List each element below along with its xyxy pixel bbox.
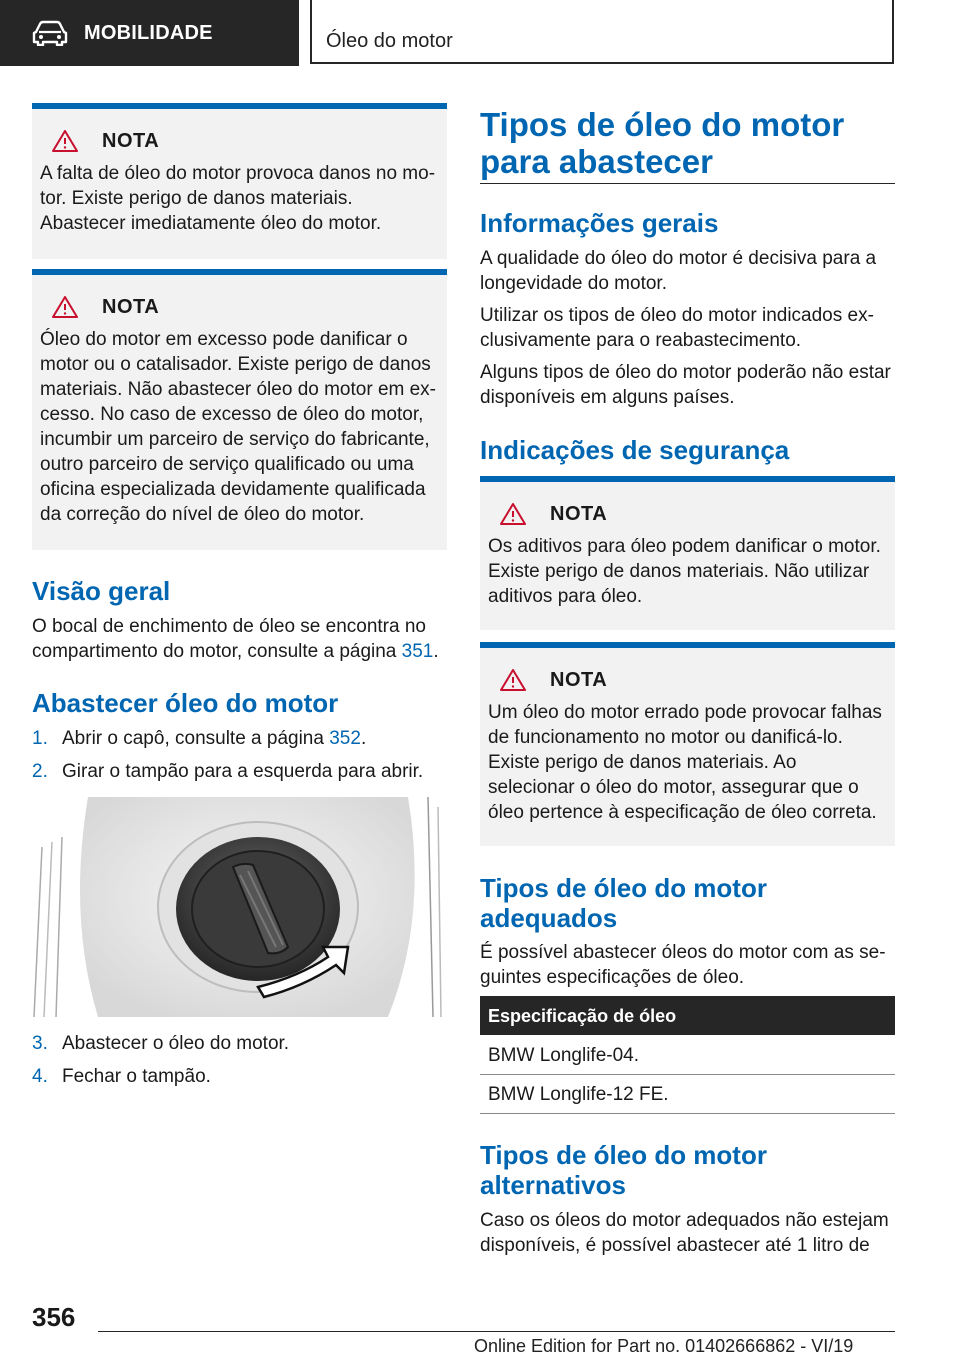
warning-icon <box>500 668 526 692</box>
heading-tipos-alternativos: Tipos de óleo do motor alternativos <box>480 1140 767 1200</box>
adequados-text: É possível abastecer óleos do motor com as se-guintes especificações de óleo. <box>480 942 886 988</box>
step-item: 4. Fechar o tampão. <box>32 1066 211 1087</box>
heading-indicacoes-seguranca: Indicações de segurança <box>480 435 790 465</box>
warning-note <box>32 103 447 259</box>
heading-informacoes-gerais: Informações gerais <box>480 208 719 238</box>
note-text: A falta de óleo do motor provoca danos no mo-tor. Existe perigo de danos materiais. Abastecer imediatamente óleo do motor. <box>40 163 436 234</box>
oil-cap-illustration <box>28 797 443 1017</box>
heading-tipos-adequados: Tipos de óleo do motor adequados <box>480 873 767 933</box>
page-link[interactable]: 352 <box>329 728 361 749</box>
note-label: NOTA <box>550 668 608 691</box>
warning-icon <box>52 295 78 319</box>
chapter-title: Óleo do motor <box>326 30 453 52</box>
warning-note <box>32 269 447 550</box>
note-label: NOTA <box>102 295 160 318</box>
info-paragraph: Alguns tipos de óleo do motor poderão não estar disponíveis em alguns países. <box>480 362 891 408</box>
page-number: 356 <box>32 1302 76 1332</box>
table-row: BMW Longlife-12 FE. <box>480 1075 895 1114</box>
info-paragraph: Utilizar os tipos de óleo do motor indicados ex-clusivamente para o reabastecimento. <box>480 305 874 351</box>
section-tab <box>0 0 299 66</box>
edition-text: Online Edition for Part no. 01402666862 - VI/19 <box>474 1336 854 1356</box>
page-link[interactable]: 351 <box>401 641 434 662</box>
warning-icon <box>52 129 78 153</box>
heading-visao-geral: Visão geral <box>32 576 171 606</box>
step-item: 3. Abastecer o óleo do motor. <box>32 1033 290 1054</box>
warning-note <box>480 476 895 630</box>
alternativos-text: Caso os óleos do motor adequados não estejam disponíveis, é possível abastecer até 1 litro de <box>480 1210 889 1256</box>
step-item: 1. Abrir o capô, consulte a página 352. <box>32 728 367 749</box>
visao-geral-text: O bocal de enchimento de óleo se encontra no compartimento do motor, consulte a página 351. <box>32 616 439 662</box>
note-label: NOTA <box>550 502 608 525</box>
warning-note <box>480 642 895 846</box>
table-row: BMW Longlife-04. <box>480 1036 895 1075</box>
car-icon <box>32 20 68 46</box>
warning-icon <box>500 502 526 526</box>
chapter-tab <box>310 0 894 64</box>
step-item: 2. Girar o tampão para a esquerda para abrir. <box>32 761 424 782</box>
info-paragraph: A qualidade do óleo do motor é decisiva para a longevidade do motor. <box>480 248 877 294</box>
note-text: Óleo do motor em excesso pode danificar o motor ou o catalisador. Existe perigo de danos materiais. Não abastecer óleo do motor em ex-cesso. No caso de excesso de óleo do motor, incumbir um parceiro de serviço do fabricante, outro parceiro de serviço qualificado ou uma oficina especializada devidamente qualificada da correção do nível de óleo do motor. <box>40 329 437 525</box>
note-text: Os aditivos para óleo podem danificar o motor. Existe perigo de danos materiais. Não utilizar aditivos para óleo. <box>488 536 881 607</box>
heading-abastecer: Abastecer óleo do motor <box>32 688 339 718</box>
page-main-title: Tipos de óleo do motor para abastecer <box>480 106 845 180</box>
title-divider <box>480 183 895 184</box>
section-title: MOBILIDADE <box>84 21 213 44</box>
note-label: NOTA <box>102 129 160 152</box>
note-text: Um óleo do motor errado pode provocar falhas de funcionamento no motor ou danificá-lo. Existe perigo de danos materiais. Ao selecionar o óleo do motor, assegurar que o óleo pertence à especificação de óleo correta. <box>488 702 882 823</box>
footer-divider <box>98 1331 895 1332</box>
spec-table-header: Especificação de óleo <box>480 996 895 1035</box>
